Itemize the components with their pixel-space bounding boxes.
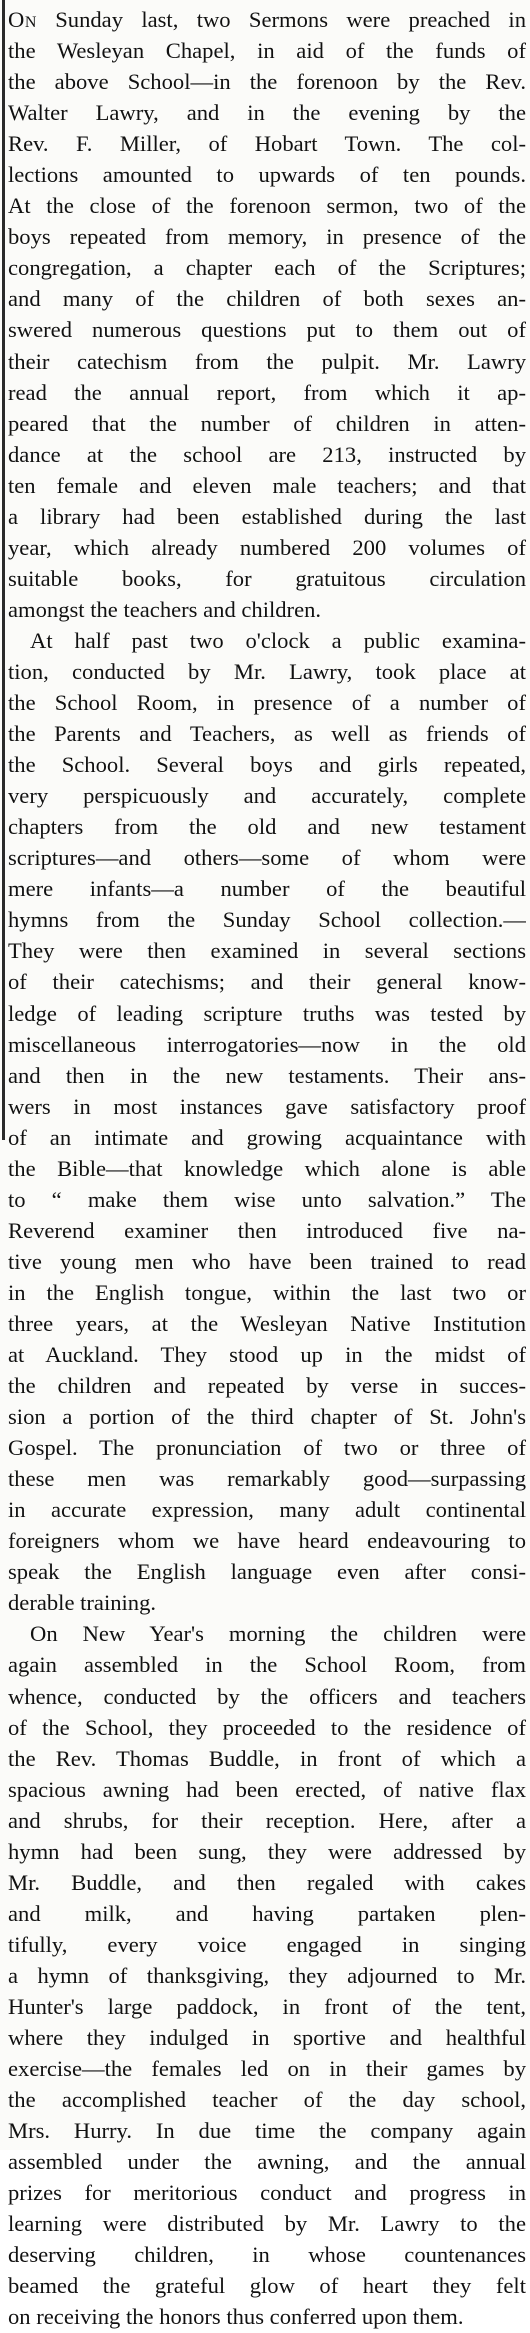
text-line: the School Room, in presence of a number of (8, 690, 526, 716)
text-line: congregation, a chapter each of the Scriptures; (8, 255, 526, 281)
text-line: spacious awning had been erected, of native flax (8, 1776, 526, 1802)
text-line: in the English tongue, within the last two or (8, 1279, 526, 1305)
text-line: tifully, every voice engaged in singing (8, 1931, 526, 1957)
text-line: and milk, and having partaken plen- (8, 1900, 526, 1926)
text-line: the School. Several boys and girls repeated, (8, 752, 526, 778)
text-line: again assembled in the School Room, from (8, 1652, 526, 1678)
text-line: On New Year's morning the children were (30, 1621, 526, 1647)
text-line: miscellaneous interrogatories—now in the old (8, 1031, 526, 1057)
text-line: tion, conducted by Mr. Lawry, took place at (8, 658, 526, 684)
line-text: Sunday last, two Sermons were preached in (36, 7, 526, 32)
text-line: the accomplished teacher of the day school, (8, 2087, 526, 2113)
column-rule (2, 0, 5, 1140)
text-line: tive young men who have been trained to read (8, 1248, 526, 1274)
text-line: They were then examined in several sections (8, 938, 526, 964)
text-line: At half past two o'clock a public examina- (30, 627, 526, 653)
text-line: Reverend examiner then introduced five na- (8, 1217, 526, 1243)
text-line: ledge of leading scripture truths was tested by (8, 1000, 526, 1026)
text-line: Mrs. Hurry. In due time the company again (8, 2118, 526, 2144)
text-line: their catechism from the pulpit. Mr. Lawry (8, 348, 526, 374)
text-line: and shrubs, for their reception. Here, after a (8, 1807, 526, 1833)
text-line: chapters from the old and new testament (8, 814, 526, 840)
text-line: the Bible—that knowledge which alone is able (8, 1155, 526, 1181)
text-line: prizes for meritorious conduct and progress in (8, 2180, 526, 2206)
text-line: on receiving the honors thus conferred upon them. (8, 2304, 464, 2330)
text-line: where they indulged in sportive and healthful (8, 2025, 526, 2051)
text-line: Hunter's large paddock, in front of the tent, (8, 1994, 526, 2019)
opening-word: On (8, 7, 37, 32)
text-line: hymn had been sung, they were addressed by (8, 1838, 526, 1864)
text-line: the children and repeated by verse in succes- (8, 1373, 526, 1399)
text-line: peared that the number of children in atten- (8, 410, 526, 436)
text-line: of the School, they proceeded to the residence of (8, 1714, 526, 1740)
text-line: year, which already numbered 200 volumes of (8, 534, 526, 560)
text-line: derable training. (8, 1590, 157, 1616)
text-line: a hymn of thanksgiving, they adjourned to Mr. (8, 1962, 526, 1988)
article-paragraph (8, 4, 526, 625)
article-body (8, 4, 526, 2333)
article-paragraph (8, 625, 526, 1619)
text-line: the Rev. Thomas Buddle, in front of which a (8, 1745, 526, 1771)
text-line: Mr. Buddle, and then regaled with cakes (8, 1869, 526, 1895)
text-line: at Auckland. They stood up in the midst of (8, 1342, 526, 1368)
text-line: the Parents and Teachers, as well as friends of (8, 721, 526, 747)
text-line: speak the English language even after consi- (8, 1559, 526, 1585)
text-line: Walter Lawry, and in the evening by the (8, 100, 526, 126)
text-line (8, 4, 526, 35)
text-line: boys repeated from memory, in presence of the (8, 224, 526, 250)
text-line: assembled under the awning, and the annual (8, 2149, 526, 2175)
text-line: sion a portion of the third chapter of St. John's (8, 1404, 526, 1430)
text-line: and then in the new testaments. Their ans- (8, 1062, 526, 1088)
text-line: wers in most instances gave satisfactory proof (8, 1093, 526, 1119)
text-line: learning were distributed by Mr. Lawry to the (8, 2211, 526, 2237)
text-line: dance at the school are 213, instructed by (8, 441, 526, 467)
text-line: swered numerous questions put to them out of (8, 317, 526, 343)
text-line: three years, at the Wesleyan Native Institution (8, 1310, 526, 1336)
text-line: exercise—the females led on in their games by (8, 2056, 526, 2082)
text-line: the above School—in the forenoon by the Rev. (8, 69, 526, 95)
text-line: read the annual report, from which it ap- (8, 379, 526, 405)
text-line: in accurate expression, many adult continental (8, 1497, 526, 1523)
text-line: Rev. F. Miller, of Hobart Town. The col- (8, 131, 526, 157)
text-line: foreigners whom we have heard endeavouring to (8, 1528, 526, 1554)
text-line: very perspicuously and accurately, complete (8, 783, 526, 809)
text-line: and many of the children of both sexes an- (8, 286, 526, 312)
text-line: mere infants—a number of the beautiful (8, 876, 526, 902)
text-line: beamed the grateful glow of heart they felt (8, 2273, 526, 2299)
text-line: Gospel. The pronunciation of two or three of (8, 1435, 526, 1461)
text-line: whence, conducted by the officers and teachers (8, 1683, 526, 1709)
text-line: hymns from the Sunday School collection.— (8, 907, 526, 933)
text-line: the Wesleyan Chapel, in aid of the funds of (8, 38, 526, 64)
text-line: lections amounted to upwards of ten pounds. (8, 162, 526, 188)
article-paragraph (8, 1618, 526, 2332)
text-line: of their catechisms; and their general know- (8, 969, 526, 995)
text-line: At the close of the forenoon sermon, two of the (8, 193, 526, 219)
text-line: to “ make them wise unto salvation.” The (8, 1186, 526, 1212)
text-line: scriptures—and others—some of whom were (8, 845, 526, 871)
text-line: these men was remarkably good—surpassing (8, 1466, 526, 1492)
text-line: deserving children, in whose countenances (8, 2242, 526, 2268)
text-line: amongst the teachers and children. (8, 596, 322, 622)
text-line: ten female and eleven male teachers; and that (8, 472, 526, 498)
text-line: of an intimate and growing acquaintance with (8, 1124, 526, 1150)
text-line: a library had been established during the last (8, 503, 526, 529)
text-line: suitable books, for gratuitous circulation (8, 565, 526, 591)
